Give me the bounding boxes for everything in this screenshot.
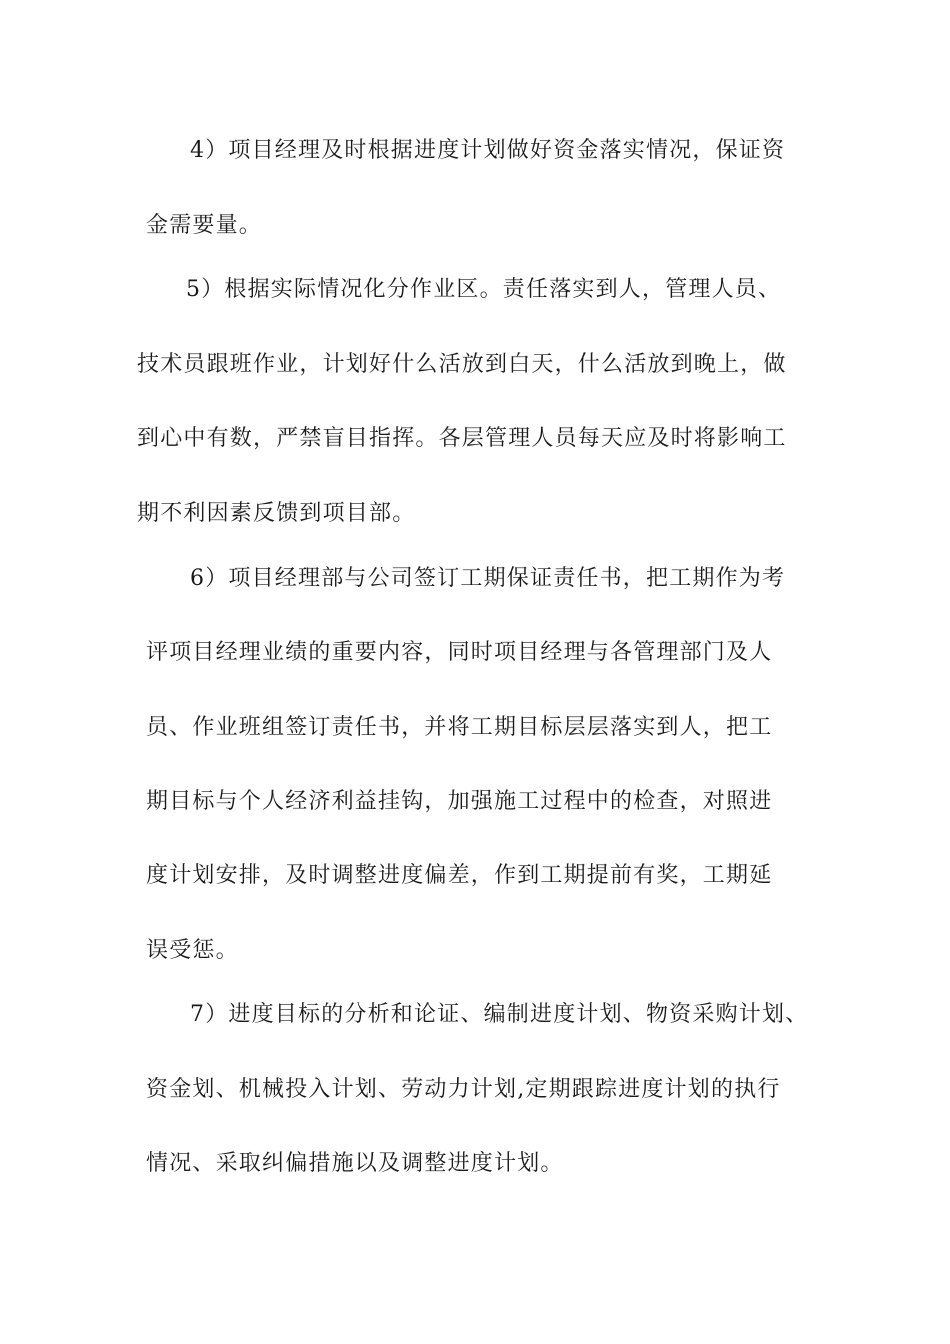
paragraph-6-line-2: 评项目经理业绩的重要内容，同时项目经理与各管理部门及人 <box>146 640 773 665</box>
paragraph-6-line-4: 期目标与个人经济利益挂钩，加强施工过程中的检查，对照进 <box>146 789 773 814</box>
paragraph-5-line-3: 到心中有数，严禁盲目指挥。各层管理人员每天应及时将影响工 <box>137 426 787 451</box>
paragraph-4-line-2: 金需要量。 <box>146 213 263 238</box>
paragraph-7-line-2: 资金划、机械投入计划、劳动力计划,定期跟踪进度计划的执行 <box>146 1077 781 1102</box>
paragraph-7-line-3: 情况、采取纠偏措施以及调整进度计划。 <box>146 1151 564 1176</box>
paragraph-6-line-3: 员、作业班组签订责任书，并将工期目标层层落实到人，把工 <box>146 715 773 740</box>
paragraph-5-line-1: 5）根据实际情况化分作业区。责任落实到人，管理人员、 <box>186 277 782 302</box>
paragraph-6-line-1: 6）项目经理部与公司签订工期保证责任书，把工期作为考 <box>190 566 786 591</box>
paragraph-6-line-6: 误受惩。 <box>146 938 239 963</box>
paragraph-4-line-1: 4）项目经理及时根据进度计划做好资金落实情况，保证资 <box>190 138 786 163</box>
paragraph-5-line-2: 技术员跟班作业，计划好什么活放到白天，什么活放到晚上，做 <box>137 352 787 377</box>
paragraph-6-line-5: 度计划安排，及时调整进度偏差，作到工期提前有奖，工期延 <box>146 863 773 888</box>
paragraph-7-line-1: 7）进度目标的分析和论证、编制进度计划、物资采购计划、 <box>190 1002 809 1027</box>
paragraph-5-line-4: 期不利因素反馈到项目部。 <box>137 501 416 526</box>
